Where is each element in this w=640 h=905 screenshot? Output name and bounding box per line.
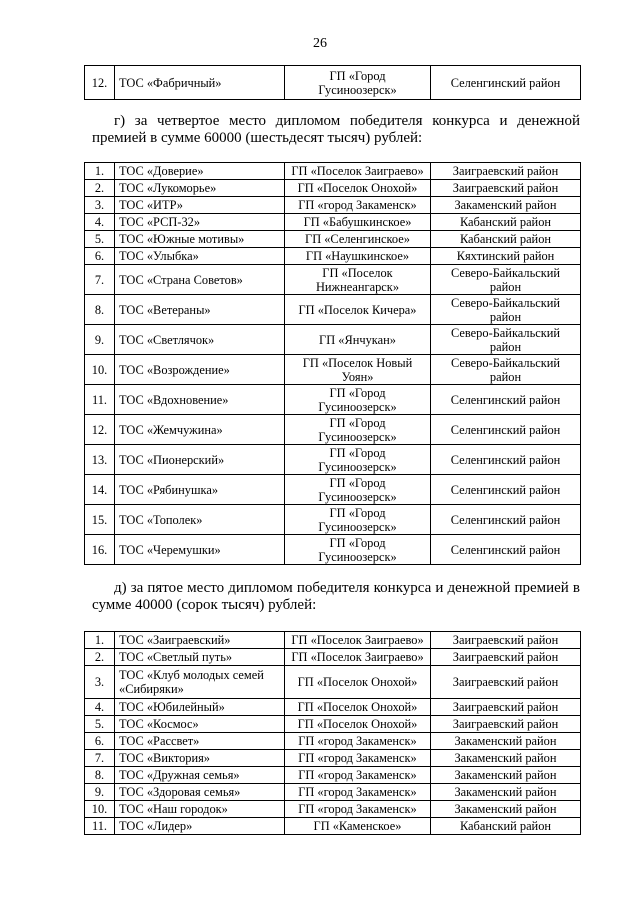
tos-name: ТОС «РСП-32» (115, 214, 285, 231)
settlement-name: ГП «город Закаменск» (285, 801, 431, 818)
district-name: Селенгинский район (431, 475, 581, 505)
settlement-name: ГП «Бабушкинское» (285, 214, 431, 231)
tos-name: ТОС «Вдохновение» (115, 385, 285, 415)
table-row (85, 784, 581, 801)
row-number: 3. (85, 666, 115, 699)
table-fourth-place (84, 162, 581, 565)
settlement-name: ГП «Поселок Кичера» (285, 295, 431, 325)
tos-name: ТОС «Тополек» (115, 505, 285, 535)
row-number: 12. (85, 415, 115, 445)
table-row (85, 750, 581, 767)
settlement-name: ГП «Поселок Заиграево» (285, 632, 431, 649)
row-number: 13. (85, 445, 115, 475)
row-number: 1. (85, 632, 115, 649)
row-number: 2. (85, 180, 115, 197)
table-row (85, 197, 581, 214)
table-row (85, 716, 581, 733)
table-row (85, 445, 581, 475)
table-row (85, 265, 581, 295)
row-number: 12. (85, 66, 115, 100)
table-row (85, 385, 581, 415)
district-name: Селенгинский район (431, 535, 581, 565)
row-number: 8. (85, 767, 115, 784)
row-number: 15. (85, 505, 115, 535)
settlement-name: ГП «Поселок Онохой» (285, 666, 431, 699)
row-number: 8. (85, 295, 115, 325)
table-row (85, 66, 581, 100)
district-name: Кабанский район (431, 231, 581, 248)
tos-name: ТОС «ИТР» (115, 197, 285, 214)
table-row (85, 505, 581, 535)
settlement-name: ГП «Поселок Онохой» (285, 716, 431, 733)
district-name: Закаменский район (431, 767, 581, 784)
tos-name: ТОС «Черемушки» (115, 535, 285, 565)
row-number: 11. (85, 385, 115, 415)
tos-name: ТОС «Лукоморье» (115, 180, 285, 197)
row-number: 4. (85, 214, 115, 231)
tos-name: ТОС «Здоровая семья» (115, 784, 285, 801)
settlement-name: ГП «город Закаменск» (285, 784, 431, 801)
table-row (85, 248, 581, 265)
table-row (85, 535, 581, 565)
district-name: Кабанский район (431, 214, 581, 231)
table-row (85, 180, 581, 197)
district-name: Кяхтинский район (431, 248, 581, 265)
settlement-name: ГП «Поселок Онохой» (285, 699, 431, 716)
settlement-name: ГП «Каменское» (285, 818, 431, 835)
tos-name: ТОС «Заиграевский» (115, 632, 285, 649)
table-fifth-place (84, 631, 581, 835)
tos-name: ТОС «Доверие» (115, 163, 285, 180)
settlement-name: ГП «Наушкинское» (285, 248, 431, 265)
settlement-name: ГП «город Закаменск» (285, 767, 431, 784)
table-row (85, 801, 581, 818)
table-row (85, 325, 581, 355)
settlement-name: ГП «Поселок Новый Уоян» (285, 355, 431, 385)
table-continuation (84, 65, 581, 100)
district-name: Кабанский район (431, 818, 581, 835)
district-name: Северо-Байкальский район (431, 325, 581, 355)
row-number: 4. (85, 699, 115, 716)
district-name: Закаменский район (431, 784, 581, 801)
row-number: 2. (85, 649, 115, 666)
row-number: 7. (85, 265, 115, 295)
settlement-name: ГП «Город Гусиноозерск» (285, 415, 431, 445)
district-name: Заиграевский район (431, 716, 581, 733)
row-number: 6. (85, 733, 115, 750)
district-name: Закаменский район (431, 197, 581, 214)
district-name: Заиграевский район (431, 699, 581, 716)
district-name: Заиграевский район (431, 163, 581, 180)
row-number: 9. (85, 784, 115, 801)
row-number: 6. (85, 248, 115, 265)
settlement-name: ГП «Город Гусиноозерск» (285, 505, 431, 535)
district-name: Северо-Байкальский район (431, 355, 581, 385)
table-row (85, 767, 581, 784)
row-number: 9. (85, 325, 115, 355)
district-name: Северо-Байкальский район (431, 265, 581, 295)
row-number: 16. (85, 535, 115, 565)
district-name: Закаменский район (431, 750, 581, 767)
row-number: 10. (85, 355, 115, 385)
district-name: Селенгинский район (431, 445, 581, 475)
settlement-name: ГП «Селенгинское» (285, 231, 431, 248)
table-row (85, 214, 581, 231)
row-number: 14. (85, 475, 115, 505)
row-number: 7. (85, 750, 115, 767)
table-row (85, 355, 581, 385)
tos-name: ТОС «Жемчужина» (115, 415, 285, 445)
settlement-name: ГП «Поселок Онохой» (285, 180, 431, 197)
tos-name: ТОС «Рассвет» (115, 733, 285, 750)
tos-name: ТОС «Космос» (115, 716, 285, 733)
table-row (85, 415, 581, 445)
settlement-name: ГП «Янчукан» (285, 325, 431, 355)
district-name: Северо-Байкальский район (431, 295, 581, 325)
district-name: Селенгинский район (431, 385, 581, 415)
tos-name: ТОС «Южные мотивы» (115, 231, 285, 248)
row-number: 11. (85, 818, 115, 835)
district-name: Заиграевский район (431, 180, 581, 197)
tos-name: ТОС «Улыбка» (115, 248, 285, 265)
district-name: Селенгинский район (431, 66, 581, 100)
tos-name: ТОС «Виктория» (115, 750, 285, 767)
settlement-name: ГП «Город Гусиноозерск» (285, 66, 431, 100)
tos-name: ТОС «Фабричный» (115, 66, 285, 100)
settlement-name: ГП «Город Гусиноозерск» (285, 385, 431, 415)
award-paragraph-fourth-place: г) за четвертое место дипломом победителя конкурса и денежной премией в сумме 60000 (шестьдесят тысяч) рублей: (92, 113, 580, 146)
tos-name: ТОС «Страна Советов» (115, 265, 285, 295)
district-name: Селенгинский район (431, 505, 581, 535)
table-row (85, 295, 581, 325)
table-row (85, 163, 581, 180)
page-number: 26 (313, 36, 327, 51)
settlement-name: ГП «город Закаменск» (285, 197, 431, 214)
settlement-name: ГП «город Закаменск» (285, 750, 431, 767)
settlement-name: ГП «город Закаменск» (285, 733, 431, 750)
district-name: Заиграевский район (431, 666, 581, 699)
tos-name: ТОС «Светлячок» (115, 325, 285, 355)
tos-name: ТОС «Наш городок» (115, 801, 285, 818)
table-row (85, 666, 581, 699)
settlement-name: ГП «Город Гусиноозерск» (285, 535, 431, 565)
table-row (85, 733, 581, 750)
settlement-name: ГП «Поселок Нижнеангарск» (285, 265, 431, 295)
tos-name: ТОС «Ветераны» (115, 295, 285, 325)
table-row (85, 231, 581, 248)
table-row (85, 649, 581, 666)
tos-name: ТОС «Пионерский» (115, 445, 285, 475)
row-number: 5. (85, 231, 115, 248)
tos-name: ТОС «Дружная семья» (115, 767, 285, 784)
district-name: Закаменский район (431, 801, 581, 818)
table-row (85, 818, 581, 835)
settlement-name: ГП «Город Гусиноозерск» (285, 445, 431, 475)
table-row (85, 475, 581, 505)
district-name: Закаменский район (431, 733, 581, 750)
row-number: 10. (85, 801, 115, 818)
award-paragraph-fifth-place: д) за пятое место дипломом победителя конкурса и денежной премией в сумме 40000 (сорок тысяч) рублей: (92, 580, 580, 613)
tos-name: ТОС «Лидер» (115, 818, 285, 835)
settlement-name: ГП «Поселок Заиграево» (285, 649, 431, 666)
row-number: 5. (85, 716, 115, 733)
district-name: Заиграевский район (431, 649, 581, 666)
row-number: 1. (85, 163, 115, 180)
tos-name: ТОС «Рябинушка» (115, 475, 285, 505)
tos-name: ТОС «Возрождение» (115, 355, 285, 385)
district-name: Селенгинский район (431, 415, 581, 445)
tos-name: ТОС «Светлый путь» (115, 649, 285, 666)
tos-name: ТОС «Клуб молодых семей «Сибиряки» (115, 666, 285, 699)
settlement-name: ГП «Поселок Заиграево» (285, 163, 431, 180)
table-row (85, 632, 581, 649)
settlement-name: ГП «Город Гусиноозерск» (285, 475, 431, 505)
table-row (85, 699, 581, 716)
district-name: Заиграевский район (431, 632, 581, 649)
row-number: 3. (85, 197, 115, 214)
tos-name: ТОС «Юбилейный» (115, 699, 285, 716)
